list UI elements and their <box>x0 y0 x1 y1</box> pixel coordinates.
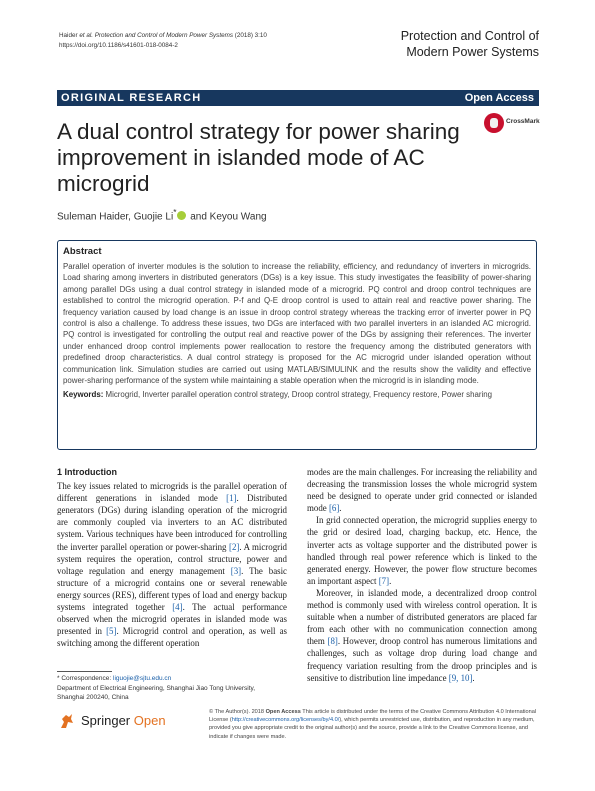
citation-link[interactable]: [8] <box>327 636 338 647</box>
springer-open-logo: Springer Open <box>57 710 187 734</box>
citation-volume: (2018) 3:10 <box>232 32 267 39</box>
license-notice: © The Author(s). 2018 Open Access This article is distributed under the terms of the Creative Commons Attribution 4.0 International License (http://creativecommons.org/licenses/by/4.0/), which permits unrestricted use, distribution, and reproduction in any medium, provided you give appropriate credit to the original author(s) and the source, provide a link to the Creative Commons license, and indicate if changes were made. <box>209 709 537 740</box>
springer-horse-icon <box>57 711 77 731</box>
citation-link[interactable]: [2] <box>229 541 240 552</box>
journal-name-line1: Protection and Control of <box>400 29 539 43</box>
authors-part1: Suleman Haider, Guojie Li <box>57 211 174 223</box>
crossmark-icon <box>484 113 504 133</box>
crossmark-badge[interactable] <box>484 111 538 137</box>
paragraph: Moreover, in islanded mode, a decentralized droop control method is commonly used with wireless control operation. It is suitable when a number of distributed generators are placed far from each other with no communication connection among them [8]. However, droop control has numerous limitations and challenges, such as voltage drop during load change and frequency variation resulting from the droop principles and is sensitive to distribution line impedance [9, 10]. <box>307 587 537 683</box>
body-column-right <box>307 466 537 684</box>
citation-link[interactable]: [5] <box>106 626 117 637</box>
body-column-left <box>57 466 287 649</box>
abstract-box <box>57 240 537 450</box>
doi-link[interactable]: https://doi.org/10.1186/s41601-018-0084-2 <box>59 42 178 49</box>
citation-authors: Haider <box>59 32 80 39</box>
journal-name-line2: Modern Power Systems <box>406 44 539 59</box>
keywords-list: Microgrid, Inverter parallel operation control strategy, Droop control strategy, Frequency restore, Power sharing <box>103 390 493 400</box>
paragraph: The key issues related to microgrids is the parallel operation of different generations in islanded mode [1]. Distributed generators (DGs) during islanding operation of the microgrid are commonly coupled via inverters to an AC distributed system. Various techniques have been introduced for controlling the inverter parallel operation or power-sharing [2]. A microgrid system requires the operation, control structure, power and voltage regulation and energy management [3]. The basic structure of a microgrid contains one or several renewable energy sources (RES), different types of load and energy backup systems integrated together [4]. The actual performance observed when the microgrid operates in islanded mode was presented in [5]. Microgrid control and operation, as well as switching among the different operation <box>57 481 287 649</box>
citation-etal: et al. <box>79 32 93 39</box>
abstract-text: Parallel operation of inverter modules is the solution to increase the reliability, efficiency, and redundancy of inverters in microgrids. Load sharing among inverters in distributed generators (DGs) is a key issue. This study investigates the feasibility of power-sharing among parallel DGs using a dual control strategy in islanded mode of a microgrid. PQ control and droop control techniques are established to control the microgrid operation. P-f and Q-E droop control is used to attain real and reactive power sharing. The frequency variation caused by load change is an issue in droop control strategy whereas the tracking error of inverter power in PQ control is also a challenge. To address these issues, two DGs are interfaced with two parallel inverters in an islanded AC microgrid. PQ control is investigated for controlling the output real and reactive power of the DGs by assigning their references. The inverter under enhanced droop control implements power reallocation to restore the frequency among the distributed generators with predefined droop characteristics. A dual control strategy is proposed for the AC microgrid under islanded operation without communication link. Simulation studies are carried out using MATLAB/SIMULINK and the results show the validity and effective power-sharing performance of the system while maintaining a stable operation when the microgrid is in islanding mode. <box>63 262 531 386</box>
article-type-banner <box>57 90 539 106</box>
paragraph: In grid connected operation, the microgrid supplies energy to the grid or desired load, charging backup, etc. Hence, the inverter acts as voltage supporter and the distributed power is handled through real power reference which is linked to the generated energy. However, the power flow structure becomes an important aspect [7]. <box>307 515 537 586</box>
running-header-citation <box>59 31 267 51</box>
abstract-heading: Abstract <box>63 246 102 257</box>
citation-link[interactable]: [7] <box>378 575 390 586</box>
correspondence-footnote: * Correspondence: liguojie@sjtu.edu.cn Department of Electrical Engineering, Shanghai Jiao Tong University, Shanghai 200240, China <box>57 675 256 701</box>
footnote-divider <box>57 671 112 672</box>
open-access-label: Open Access <box>464 92 534 104</box>
citation-link[interactable]: [6] <box>328 503 340 514</box>
authors-part2: and Keyou Wang <box>187 211 267 223</box>
affiliation-line1: Department of Electrical Engineering, Shanghai Jiao Tong University, <box>57 684 256 692</box>
citation-link[interactable]: [3] <box>230 565 242 576</box>
keywords-label: Keywords: <box>63 390 104 400</box>
affiliation-line2: Shanghai 200240, China <box>57 694 129 701</box>
license-link[interactable]: http://creativecommons.org/licenses/by/4.0/ <box>231 717 340 724</box>
article-title: A dual control strategy for power sharing improvement in islanded mode of AC microgrid <box>57 119 460 196</box>
section-heading: 1 Introduction <box>57 467 117 477</box>
paragraph: modes are the main challenges. For increasing the reliability and decreasing the transmission losses the whole microgrid system need be designed to operate under grid connected or islanded mode [6]. <box>307 467 537 514</box>
citation-link[interactable]: [1] <box>226 493 237 504</box>
citation-link[interactable]: [9, 10] <box>448 672 473 683</box>
article-type-label: ORIGINAL RESEARCH <box>61 92 202 104</box>
orcid-icon[interactable] <box>177 211 186 220</box>
keywords <box>63 389 531 400</box>
citation-link[interactable]: [4] <box>172 602 183 613</box>
citation-journal: Protection and Control of Modern Power Systems <box>92 32 233 39</box>
author-list <box>57 207 267 222</box>
email-link[interactable]: liguojie@sjtu.edu.cn <box>113 675 172 682</box>
journal-name <box>401 29 539 60</box>
corresponding-star: * <box>173 207 177 217</box>
crossmark-label: CrossMark <box>506 118 540 125</box>
